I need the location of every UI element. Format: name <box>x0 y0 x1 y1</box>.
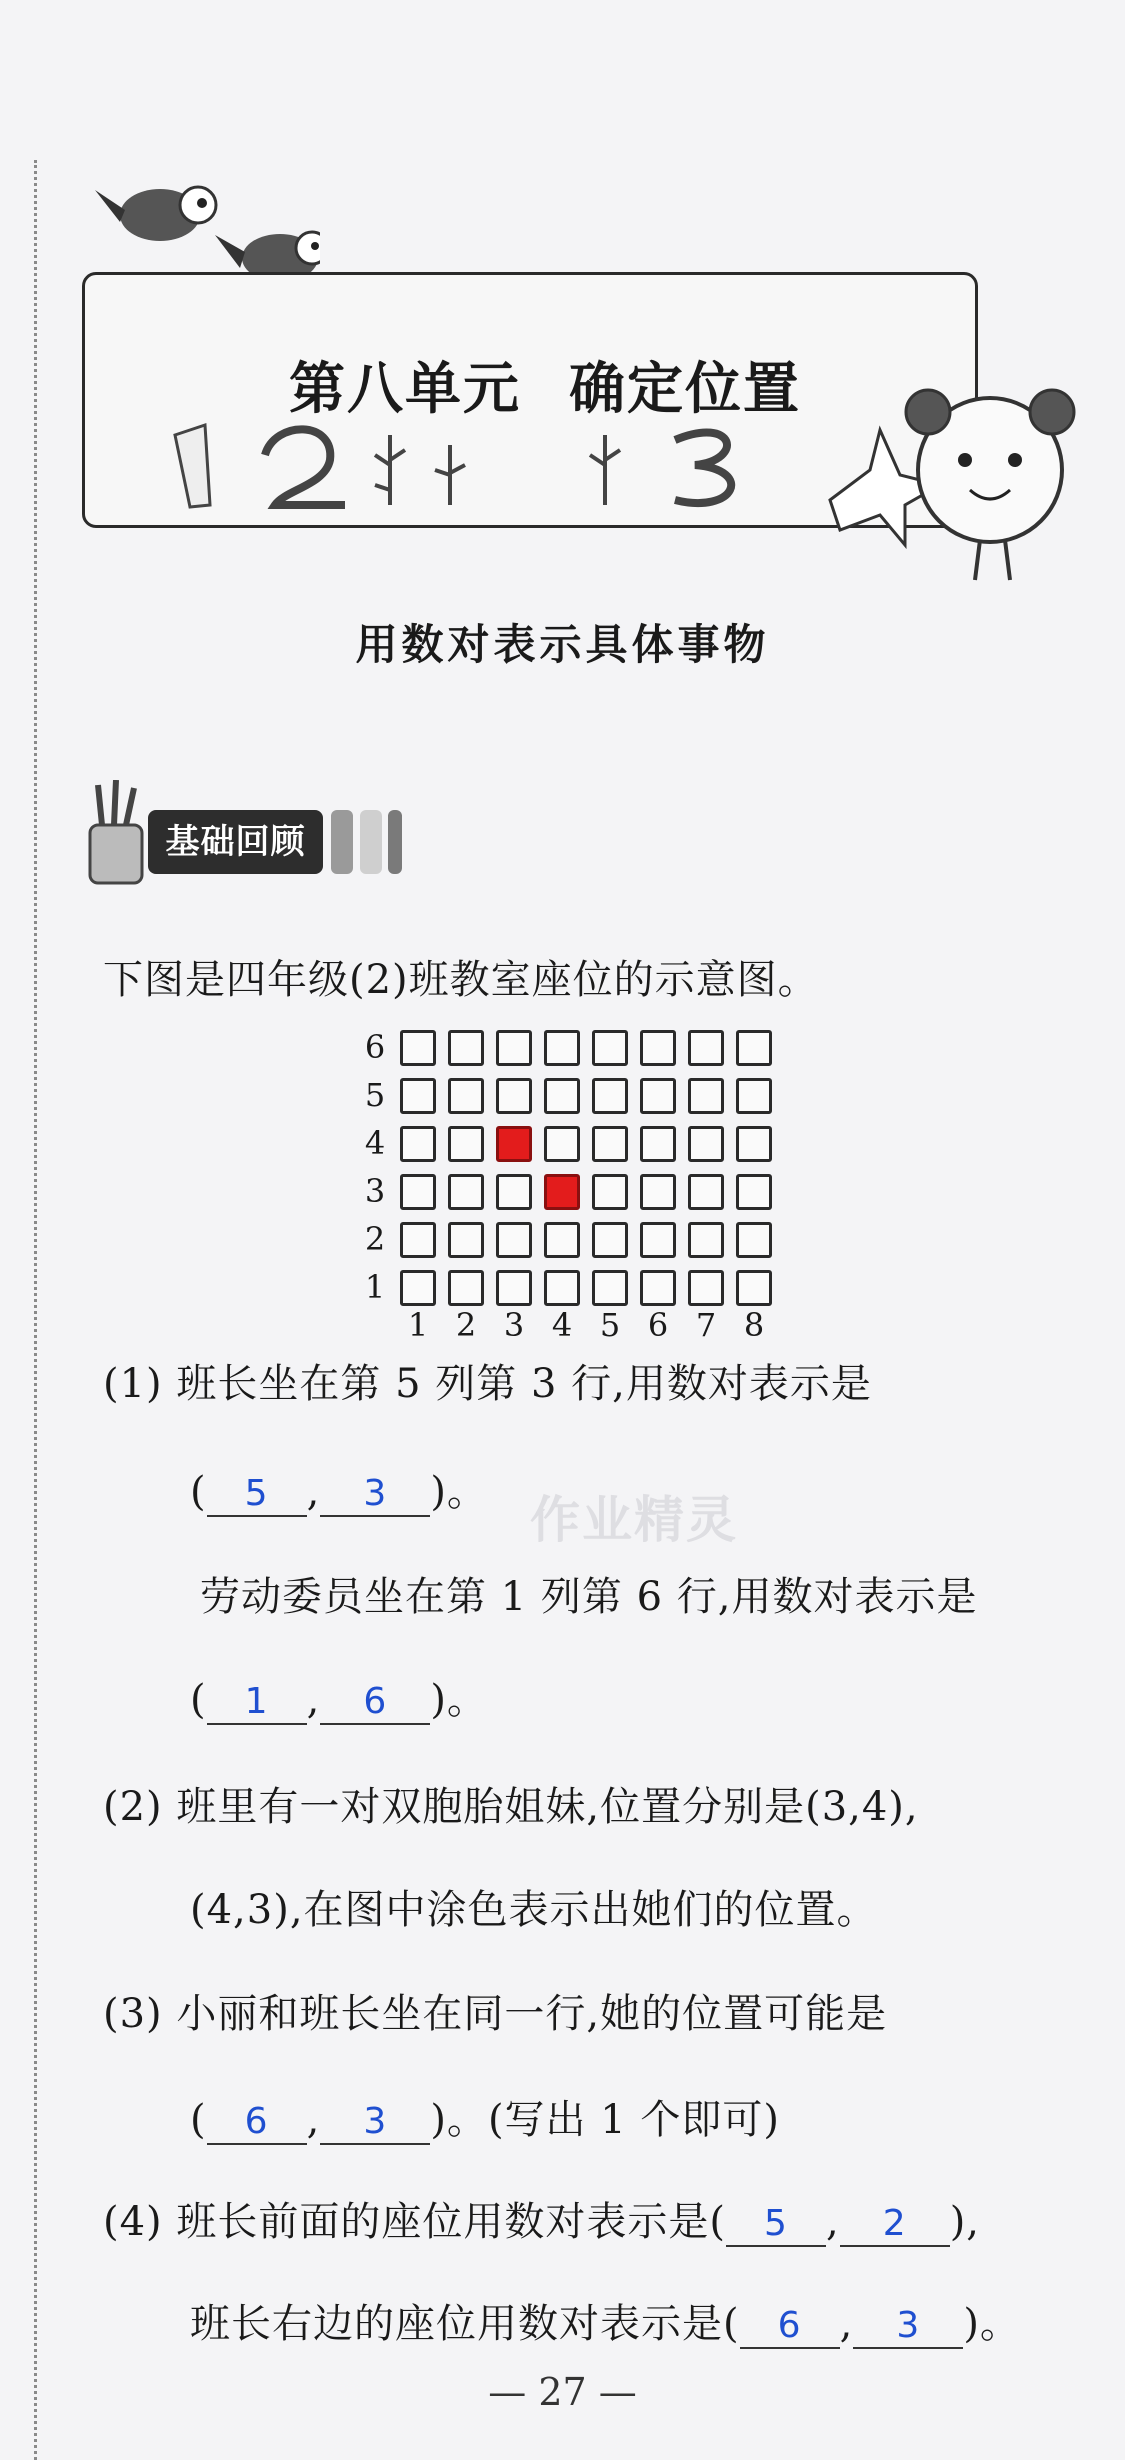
seat-5-5[interactable] <box>592 1078 628 1114</box>
row-label: 3 <box>364 1172 386 1210</box>
seat-1-5[interactable] <box>400 1078 436 1114</box>
q1-answer-a: ( 5 , 3 )。 <box>190 1469 488 1515</box>
page-number: — 27 — <box>488 2370 637 2414</box>
seat-3-6[interactable] <box>496 1030 532 1066</box>
col-label: 3 <box>503 1306 525 1344</box>
seat-7-2[interactable] <box>688 1222 724 1258</box>
seat-8-6[interactable] <box>736 1030 772 1066</box>
q3-answer: ( 6 , 3 )。(写出 1 个即可) <box>190 2097 781 2143</box>
row-label: 2 <box>364 1220 386 1258</box>
seat-8-4[interactable] <box>736 1126 772 1162</box>
seat-1-2[interactable] <box>400 1222 436 1258</box>
seat-5-4[interactable] <box>592 1126 628 1162</box>
q2-line1: (2) 班里有一对双胞胎姐妹,位置分别是(3,4), <box>103 1784 919 1830</box>
badge-stripe <box>360 810 382 874</box>
seat-2-3[interactable] <box>448 1174 484 1210</box>
seat-3-2[interactable] <box>496 1222 532 1258</box>
seat-2-1[interactable] <box>448 1270 484 1306</box>
seat-4-5[interactable] <box>544 1078 580 1114</box>
seat-6-2[interactable] <box>640 1222 676 1258</box>
seat-3-3[interactable] <box>496 1174 532 1210</box>
seat-4-1[interactable] <box>544 1270 580 1306</box>
answer-blank[interactable]: 6 <box>320 1681 430 1725</box>
seat-7-3[interactable] <box>688 1174 724 1210</box>
answer-blank[interactable]: 1 <box>207 1681 307 1725</box>
unit-name: 确定位置 <box>569 356 801 422</box>
seat-7-1[interactable] <box>688 1270 724 1306</box>
q3-text: (3) 小丽和班长坐在同一行,她的位置可能是 <box>103 1991 888 2037</box>
seat-2-5[interactable] <box>448 1078 484 1114</box>
q1-text-a: (1) 班长坐在第 5 列第 3 行,用数对表示是 <box>103 1361 872 1407</box>
seat-6-6[interactable] <box>640 1030 676 1066</box>
seat-6-1[interactable] <box>640 1270 676 1306</box>
row-label: 6 <box>364 1028 386 1066</box>
seat-2-4[interactable] <box>448 1126 484 1162</box>
col-label: 5 <box>599 1306 621 1344</box>
seat-1-3[interactable] <box>400 1174 436 1210</box>
unit-number: 第八单元 <box>289 356 521 422</box>
q1-answer-b: ( 1 , 6 )。 <box>190 1677 488 1723</box>
seat-5-6[interactable] <box>592 1030 628 1066</box>
seat-2-2[interactable] <box>448 1222 484 1258</box>
answer-blank[interactable]: 3 <box>320 1473 430 1517</box>
seat-5-1[interactable] <box>592 1270 628 1306</box>
row-label: 5 <box>364 1076 386 1114</box>
numbers-decoration <box>135 415 835 515</box>
col-label: 8 <box>743 1306 765 1344</box>
section-title: 用数对表示具体事物 <box>355 620 770 669</box>
seat-3-1[interactable] <box>496 1270 532 1306</box>
answer-blank[interactable]: 3 <box>320 2101 430 2145</box>
intro-text: 下图是四年级(2)班教室座位的示意图。 <box>103 957 819 1003</box>
seat-5-2[interactable] <box>592 1222 628 1258</box>
seat-8-1[interactable] <box>736 1270 772 1306</box>
seat-8-2[interactable] <box>736 1222 772 1258</box>
q4-text-a: (4) 班长前面的座位用数对表示是( <box>103 2199 726 2245</box>
pencil-cup-icon <box>82 780 152 890</box>
seat-8-3[interactable] <box>736 1174 772 1210</box>
q2-line2: (4,3),在图中涂色表示出她们的位置。 <box>190 1887 878 1933</box>
q4-line-a: (4) 班长前面的座位用数对表示是( 5 , 2 ), <box>103 2199 981 2245</box>
seat-1-1[interactable] <box>400 1270 436 1306</box>
answer-blank[interactable]: 5 <box>207 1473 307 1517</box>
row-label: 4 <box>364 1124 386 1162</box>
seat-4-3[interactable] <box>544 1174 580 1210</box>
answer-blank[interactable]: 6 <box>740 2305 840 2349</box>
seat-4-4[interactable] <box>544 1126 580 1162</box>
col-label: 7 <box>695 1306 717 1344</box>
seat-4-2[interactable] <box>544 1222 580 1258</box>
col-label: 6 <box>647 1306 669 1344</box>
seat-3-5[interactable] <box>496 1078 532 1114</box>
section-badge: 基础回顾 <box>148 810 323 874</box>
answer-blank[interactable]: 2 <box>840 2203 950 2247</box>
answer-blank[interactable]: 5 <box>726 2203 826 2247</box>
q3-note: (写出 1 个即可) <box>487 2097 781 2143</box>
seat-6-3[interactable] <box>640 1174 676 1210</box>
col-label: 1 <box>407 1306 429 1344</box>
bear-mascot-illustration <box>810 380 1090 600</box>
q4-line-b: 班长右边的座位用数对表示是( 6 , 3 )。 <box>190 2301 1021 2347</box>
badge-stripe <box>388 810 402 874</box>
answer-blank[interactable]: 3 <box>853 2305 963 2349</box>
seat-5-3[interactable] <box>592 1174 628 1210</box>
seat-4-6[interactable] <box>544 1030 580 1066</box>
seat-1-4[interactable] <box>400 1126 436 1162</box>
margin-rule <box>34 160 37 2460</box>
seat-7-6[interactable] <box>688 1030 724 1066</box>
row-label: 1 <box>364 1268 386 1306</box>
q4-text-b: 班长右边的座位用数对表示是( <box>190 2301 740 2347</box>
seat-2-6[interactable] <box>448 1030 484 1066</box>
watermark-mid: 作业精灵 <box>530 1491 738 1549</box>
seat-6-5[interactable] <box>640 1078 676 1114</box>
seat-7-4[interactable] <box>688 1126 724 1162</box>
seat-1-6[interactable] <box>400 1030 436 1066</box>
col-label: 4 <box>551 1306 573 1344</box>
seat-6-4[interactable] <box>640 1126 676 1162</box>
answer-blank[interactable]: 6 <box>207 2101 307 2145</box>
seat-3-4[interactable] <box>496 1126 532 1162</box>
seat-7-5[interactable] <box>688 1078 724 1114</box>
col-label: 2 <box>455 1306 477 1344</box>
q1-text-b: 劳动委员坐在第 1 列第 6 行,用数对表示是 <box>200 1574 978 1620</box>
page-number-value: 27 <box>538 2370 587 2414</box>
seat-8-5[interactable] <box>736 1078 772 1114</box>
badge-stripe <box>331 810 353 874</box>
